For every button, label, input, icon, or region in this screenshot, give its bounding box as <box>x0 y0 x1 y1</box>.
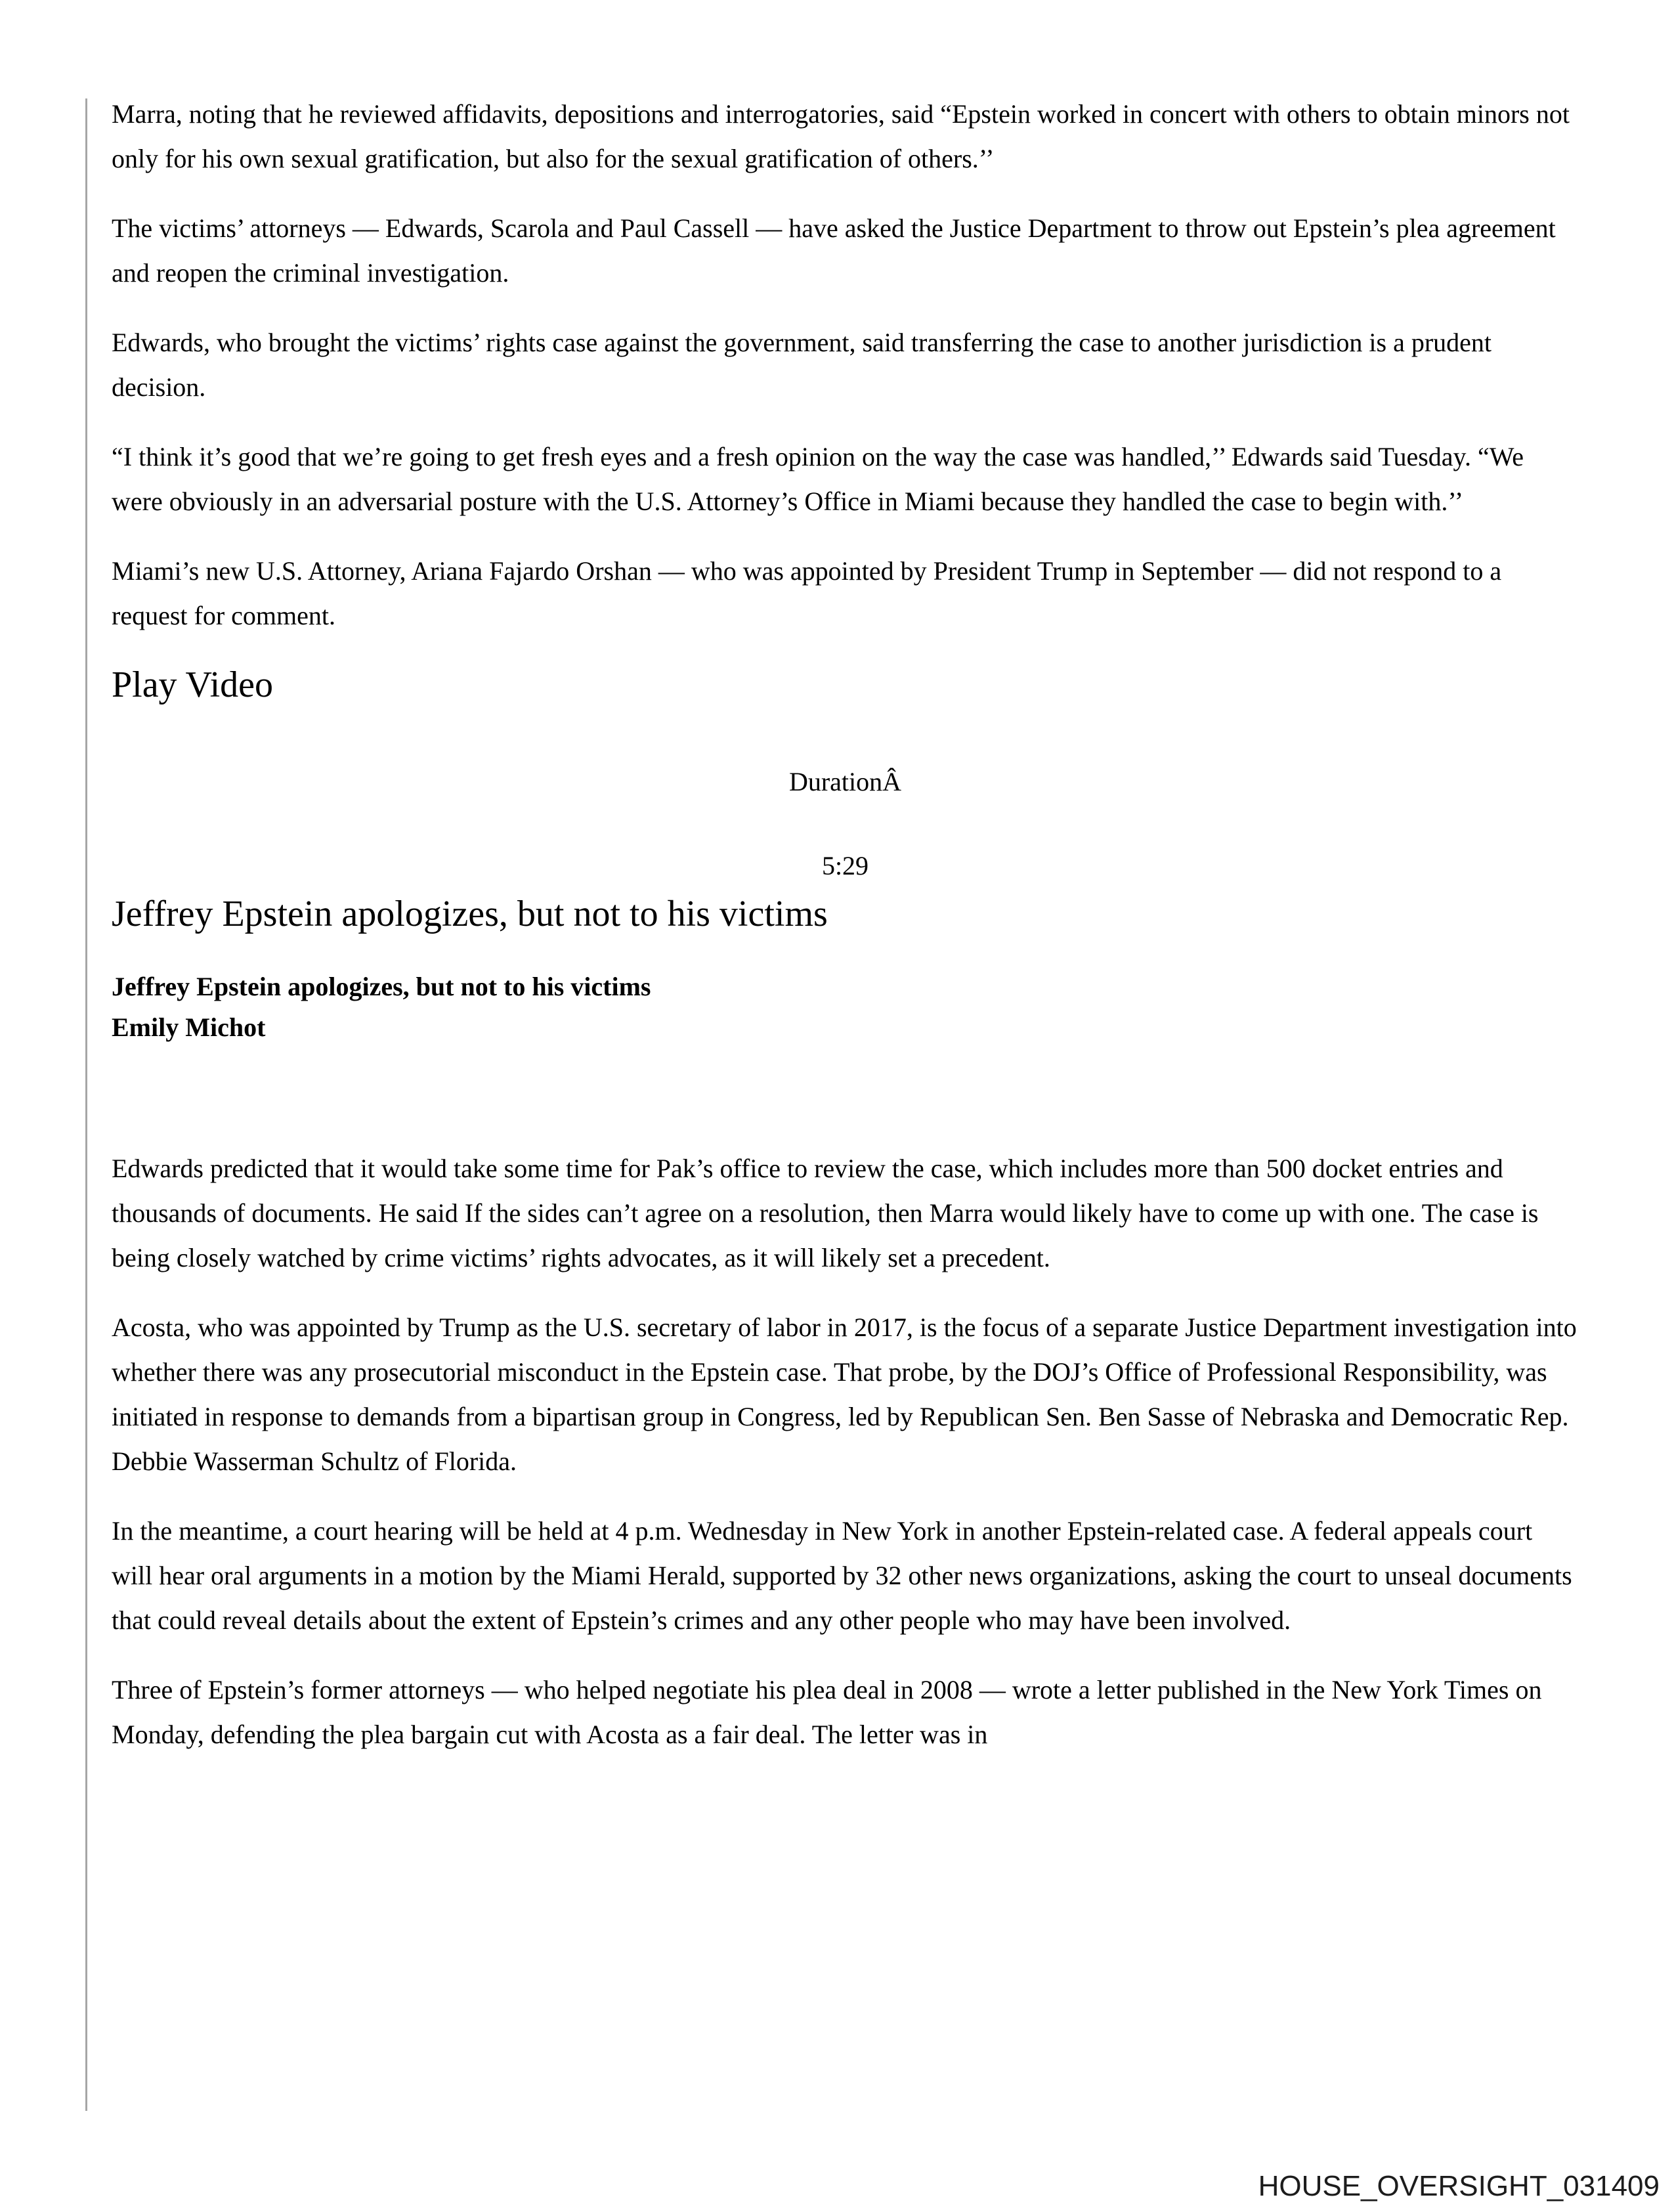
video-title: Jeffrey Epstein apologizes, but not to his victims <box>112 894 828 935</box>
video-duration-label: DurationÂ <box>788 767 902 797</box>
video-caption: Jeffrey Epstein apologizes, but not to his victims <box>112 972 651 1002</box>
paragraph: Three of Epstein’s former attorneys — who helped negotiate his plea deal in 2008 — wrote a letter published in the New York Times on Monday, defending the plea bargain cut with Acosta as a fair deal. The letter was in <box>112 1675 1542 1750</box>
paragraph: Miami’s new U.S. Attorney, Ariana Fajardo Orshan — who was appointed by President Trump in September — did not respond to a request for comment. <box>112 556 1502 630</box>
play-video-label: Play Video <box>112 664 274 705</box>
paragraph: Edwards, who brought the victims’ rights case against the government, said transferring the case to another jurisdiction is a prudent decision. <box>112 328 1492 402</box>
paragraph: Marra, noting that he reviewed affidavits, depositions and interrogatories, said “Epstein worked in concert with others to obtain minors not only for his own sexual gratification, but also for the sexual gratification of others.’’ <box>112 99 1570 173</box>
video-credit: Emily Michot <box>112 1012 266 1043</box>
paragraph: In the meantime, a court hearing will be held at 4 p.m. Wednesday in New York in another Epstein-related case. A federal appeals court will hear oral arguments in a motion by the Miami Herald, supported by 32 other news organizations, asking the court to unseal documents that could reveal details about the extent of Epstein’s crimes and any other people who may have been involved. <box>112 1516 1572 1636</box>
left-border-rule <box>85 98 87 2111</box>
paragraph: Edwards predicted that it would take some time for Pak’s office to review the case, which includes more than 500 docket entries and thousands of documents. He said If the sides can’t agree on a resolution, then Marra would likely have to come up with one. The case is being closely watched by crime victims’ rights advocates, as it will likely set a precedent. <box>112 1154 1539 1273</box>
paragraph: “I think it’s good that we’re going to get fresh eyes and a fresh opinion on the way the case was handled,’’ Edwards said Tuesday. “We were obviously in an adversarial posture with the U.S. Attorney’s Office in Miami because they handled the case to begin with.’’ <box>112 442 1524 516</box>
video-duration-value: 5:29 <box>821 851 869 881</box>
section-gap <box>112 1048 1579 1146</box>
bates-stamp: HOUSE_OVERSIGHT_031409 <box>1258 2170 1660 2202</box>
paragraph: The victims’ attorneys — Edwards, Scarola and Paul Cassell — have asked the Justice Department to throw out Epstein’s plea agreement and reopen the criminal investigation. <box>112 213 1556 288</box>
article-content <box>112 92 1579 1782</box>
paragraph-group-top <box>112 92 1579 638</box>
paragraph: Acosta, who was appointed by Trump as the U.S. secretary of labor in 2017, is the focus of a separate Justice Department investigation into whether there was any prosecutorial misconduct in the Epstein case. That probe, by the DOJ’s Office of Professional Responsibility, was initiated in response to demands from a bipartisan group in Congress, led by Republican Sen. Ben Sasse of Nebraska and Democratic Rep. Debbie Wasserman Schultz of Florida. <box>112 1312 1577 1477</box>
paragraph-group-bottom <box>112 1146 1579 1757</box>
